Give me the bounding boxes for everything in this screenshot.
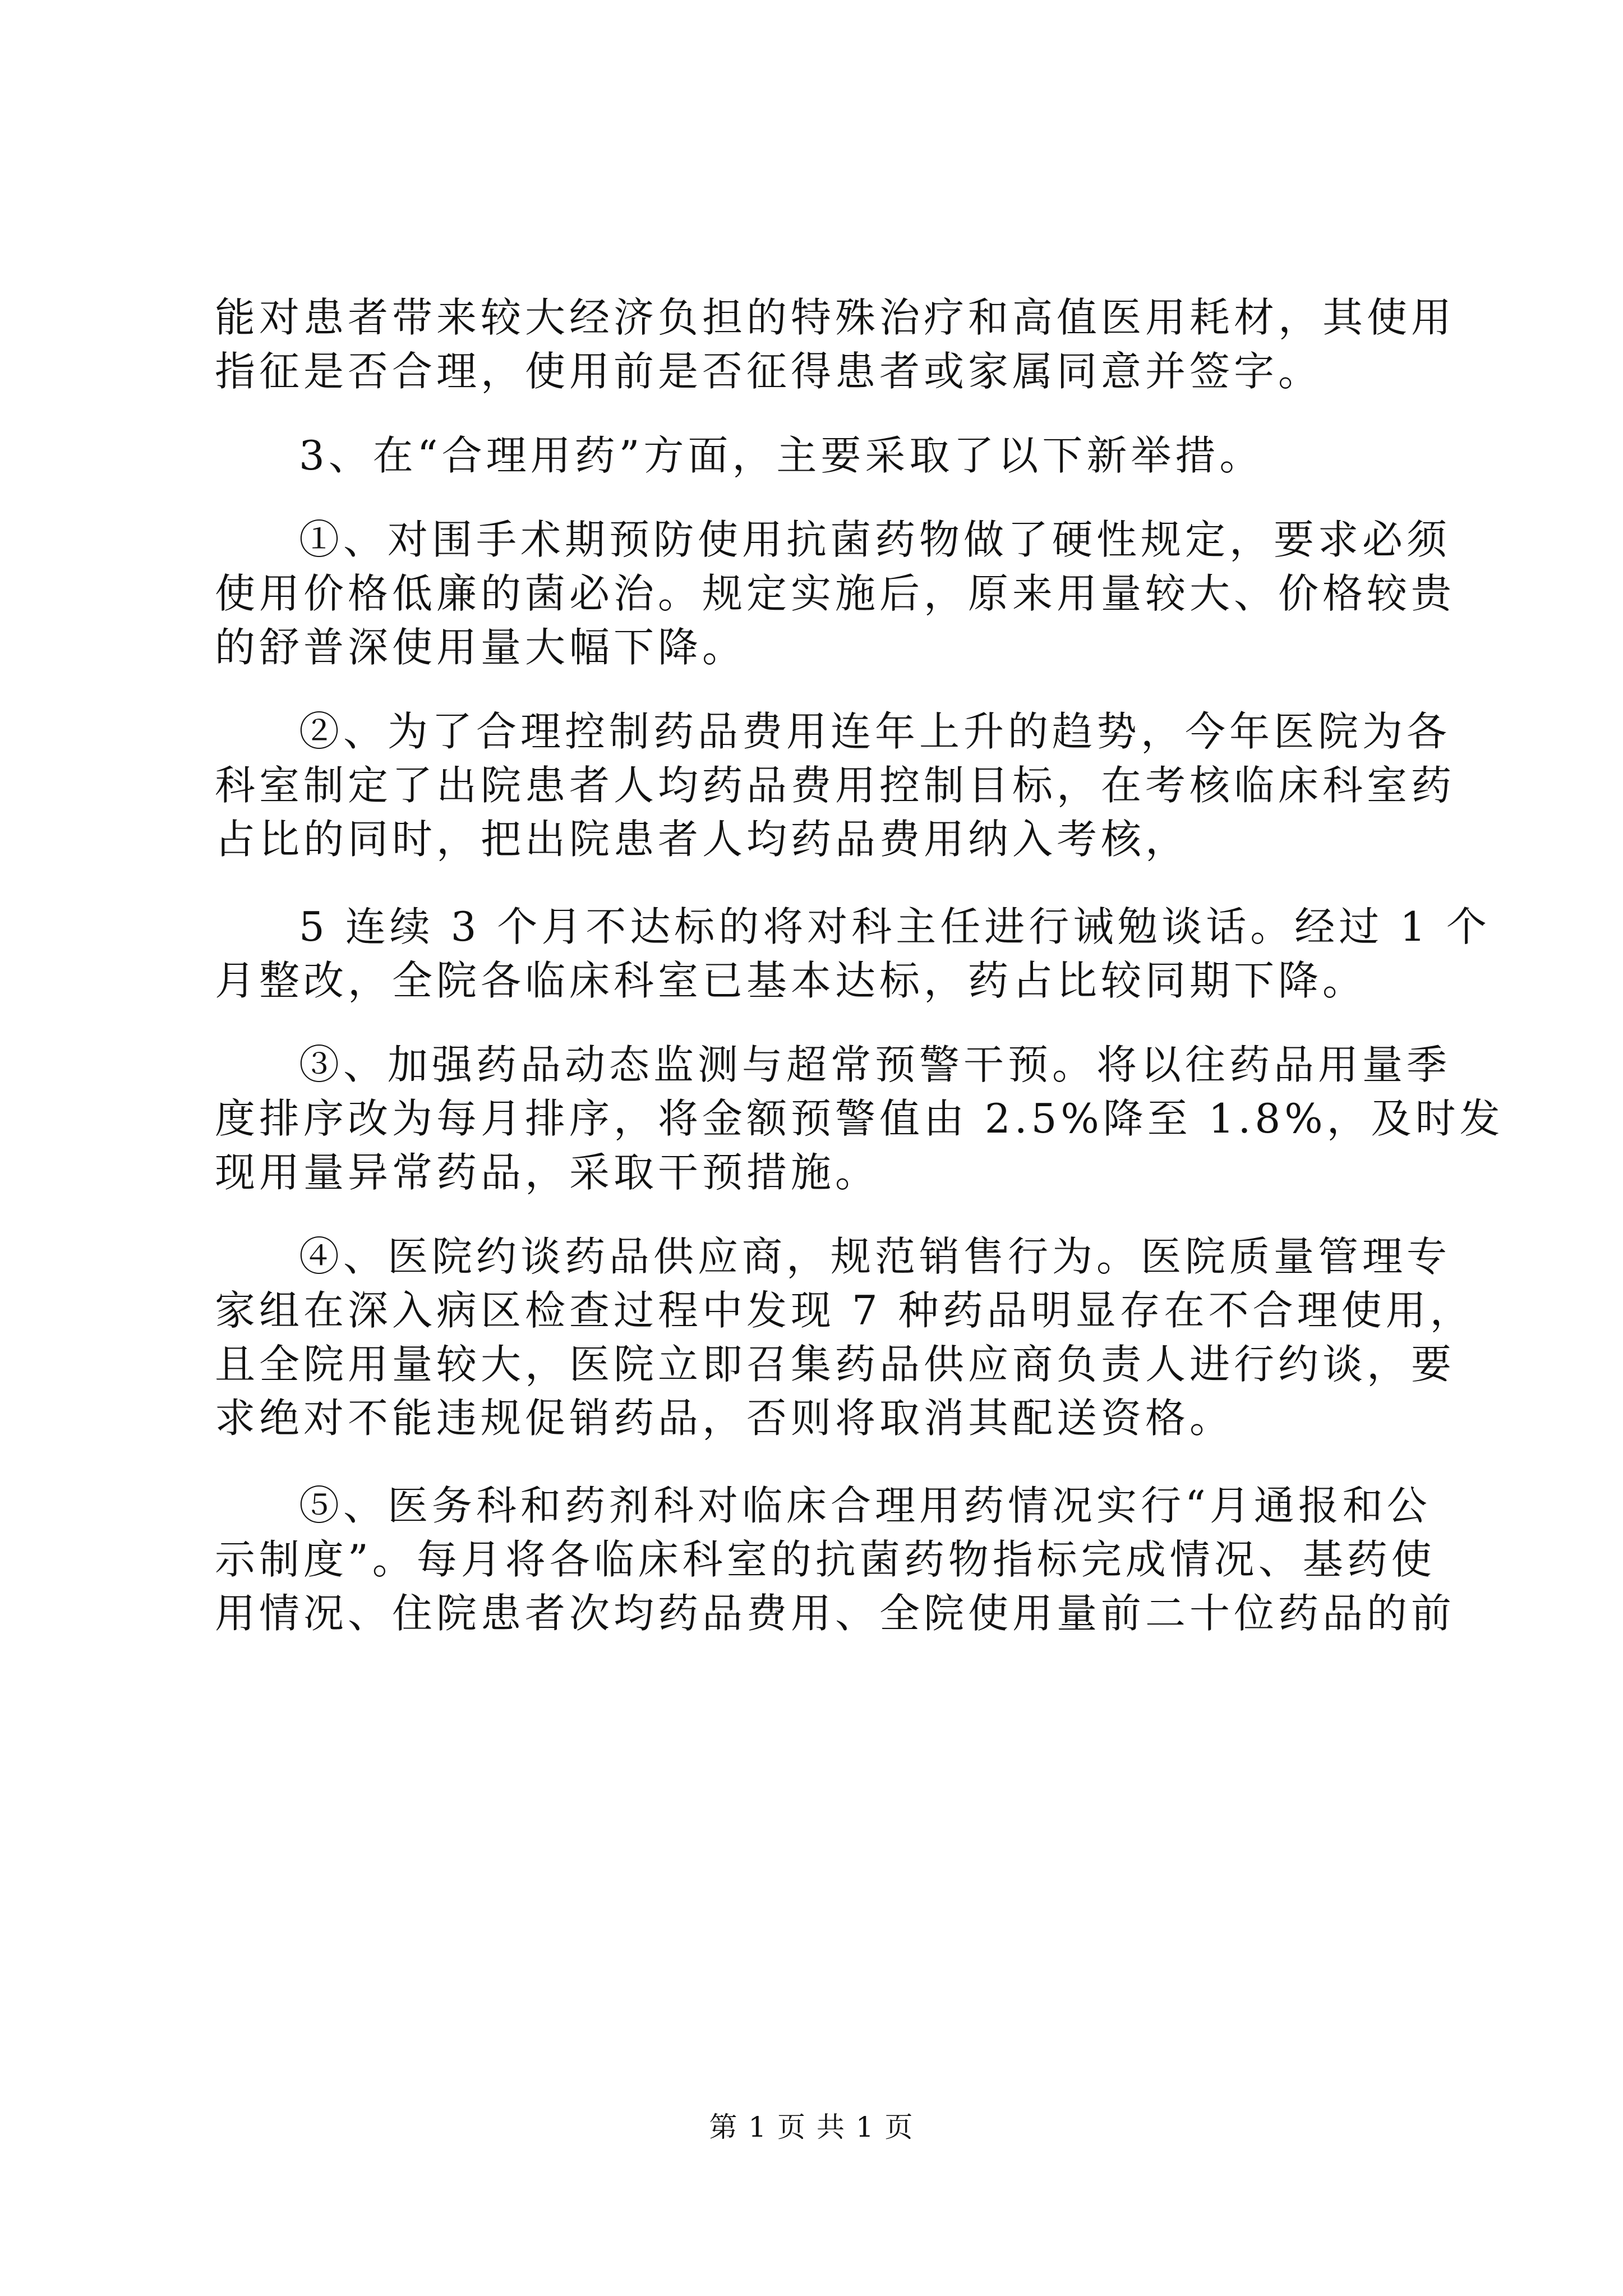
text-line: 5 连续 3 个月不达标的将对科主任进行诫勉谈话。经过 1 个 <box>299 903 1491 950</box>
text-line: 家组在深入病区检查过程中发现 7 种药品明显存在不合理使用， <box>215 1287 1474 1334</box>
page-footer: 第 1 页 共 1 页 <box>709 2111 914 2143</box>
text-line: 用情况、住院患者次均药品费用、全院使用量前二十位药品的前 <box>215 1590 1456 1637</box>
text-line: 的舒普深使用量大幅下降。 <box>215 624 747 671</box>
text-line: 能对患者带来较大经济负担的特殊治疗和高值医用耗材，其使用 <box>215 294 1456 341</box>
text-line: ④、医院约谈药品供应商，规范销售行为。医院质量管理专 <box>299 1233 1451 1280</box>
text-line: ②、为了合理控制药品费用连年上升的趋势，今年医院为各 <box>299 708 1451 755</box>
text-line: 占比的同时，把出院患者人均药品费用纳入考核， <box>215 816 1190 863</box>
text-line: 指征是否合理，使用前是否征得患者或家属同意并签字。 <box>215 348 1323 395</box>
text-line: 现用量异常药品，采取干预措施。 <box>215 1149 880 1196</box>
section-heading: 3、在“合理用药”方面，主要采取了以下新举措。 <box>299 432 1264 479</box>
text-line: 科室制定了出院患者人均药品费用控制目标，在考核临床科室药 <box>215 762 1456 809</box>
text-line: 月整改，全院各临床科室已基本达标，药占比较同期下降。 <box>215 957 1367 1004</box>
text-line: ③、加强药品动态监测与超常预警干预。将以往药品用量季 <box>299 1041 1451 1088</box>
text-line: 使用价格低廉的菌必治。规定实施后，原来用量较大、价格较贵 <box>215 570 1456 617</box>
text-line: ①、对围手术期预防使用抗菌药物做了硬性规定，要求必须 <box>299 516 1451 563</box>
text-line: 且全院用量较大，医院立即召集药品供应商负责人进行约谈，要 <box>215 1341 1456 1388</box>
text-line: 示制度”。每月将各临床科室的抗菌药物指标完成情况、基药使 <box>215 1536 1436 1583</box>
text-line: 求绝对不能违规促销药品，否则将取消其配送资格。 <box>215 1395 1234 1442</box>
text-line: 度排序改为每月排序，将金额预警值由 2.5%降至 1.8%，及时发 <box>215 1095 1504 1142</box>
document-body <box>215 291 1504 1640</box>
text-line: ⑤、医务科和药剂科对临床合理用药情况实行“月通报和公 <box>299 1482 1431 1529</box>
